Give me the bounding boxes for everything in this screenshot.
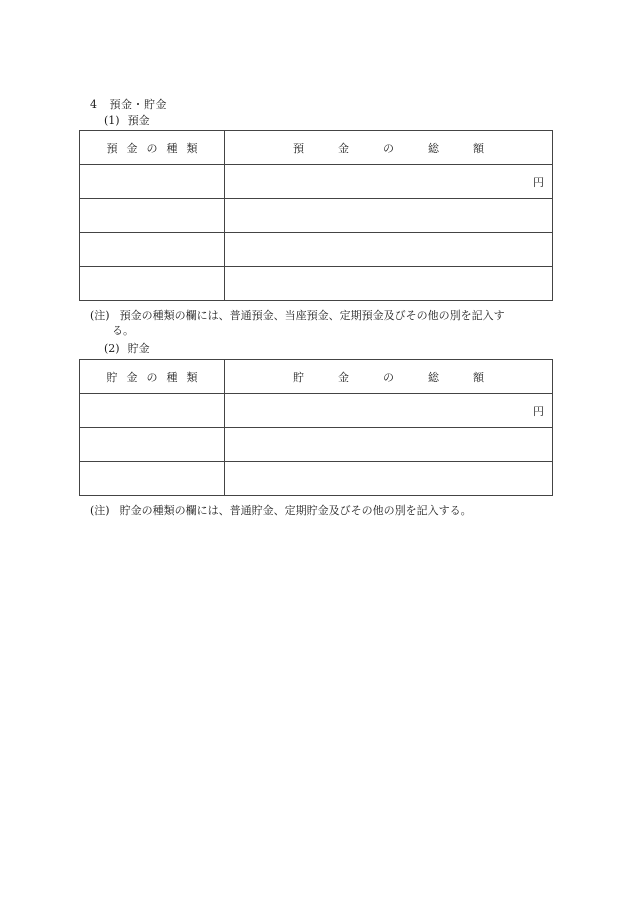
section-number: 4 [90,98,98,111]
savings-number: (2) [104,342,120,355]
currency-unit: 円 [533,404,544,418]
savings-note [90,503,560,518]
deposits-header-total: 預金の総額 [225,131,553,165]
savings-header-row [80,360,553,394]
deposits-number: (1) [104,114,120,127]
savings-type-cell[interactable] [80,462,225,496]
note-text-continued: る。 [112,324,134,337]
deposits-amount-cell[interactable] [225,267,553,301]
note-label: (注) [90,504,110,517]
deposits-type-cell[interactable] [80,199,225,233]
note-label: (注) [90,309,110,322]
deposits-amount-cell[interactable] [225,233,553,267]
deposits-note [90,308,560,338]
deposits-header-row [80,131,553,165]
deposits-amount-cell[interactable] [225,199,553,233]
deposits-type-cell[interactable] [80,165,225,199]
deposits-table [79,130,553,301]
table-row [80,428,553,462]
table-row [80,199,553,233]
table-row [80,165,553,199]
deposits-amount-cell[interactable] [225,165,553,199]
savings-table [79,359,553,496]
savings-subheading [104,340,150,356]
note-text: 貯金の種類の欄には、普通貯金、定期貯金及びその他の別を記入する。 [119,504,472,517]
deposits-type-cell[interactable] [80,233,225,267]
savings-type-cell[interactable] [80,394,225,428]
savings-amount-cell[interactable] [225,428,553,462]
savings-amount-cell[interactable] [225,462,553,496]
savings-title: 貯金 [127,342,150,355]
section-heading [90,96,167,112]
savings-header-total: 貯金の総額 [225,360,553,394]
deposits-header-type: 預金の種類 [80,131,225,165]
deposits-title: 預金 [127,114,150,127]
table-row [80,267,553,301]
table-row [80,394,553,428]
table-row [80,233,553,267]
savings-header-type: 貯金の種類 [80,360,225,394]
savings-type-cell[interactable] [80,428,225,462]
deposits-type-cell[interactable] [80,267,225,301]
savings-amount-cell[interactable] [225,394,553,428]
deposits-subheading [104,112,150,128]
section-title: 預金・貯金 [109,98,167,111]
note-text: 預金の種類の欄には、普通預金、当座預金、定期預金及びその他の別を記入す [119,309,505,322]
table-row [80,462,553,496]
currency-unit: 円 [533,175,544,189]
